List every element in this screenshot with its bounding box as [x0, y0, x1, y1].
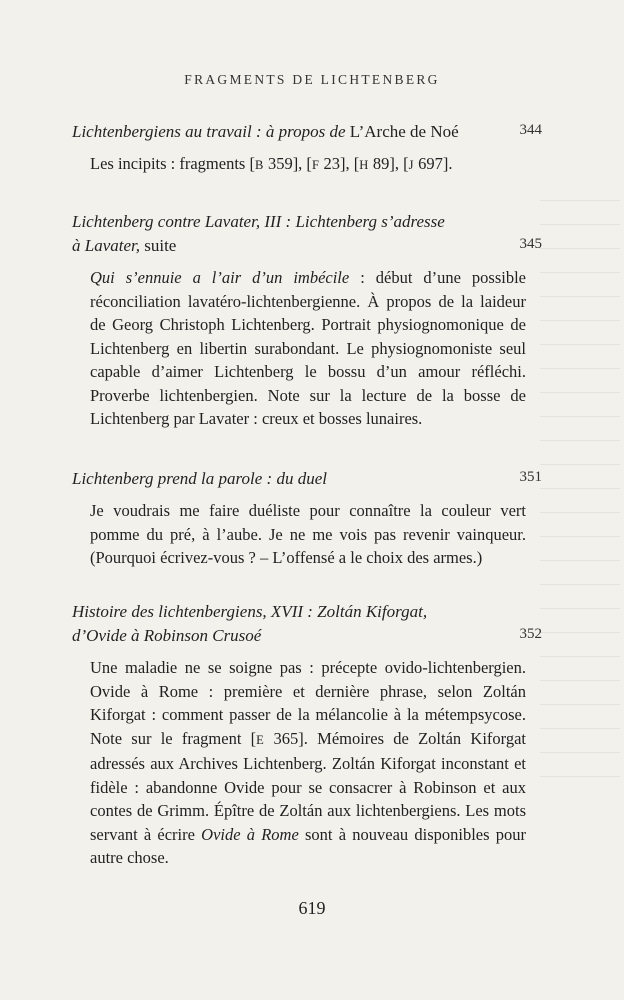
page-number: 619 [298, 898, 326, 918]
italic-phrase: Qui s’ennuie a l’air d’un imbécile [90, 268, 350, 287]
toc-entry [72, 120, 542, 178]
fragment-letter: F [311, 158, 320, 172]
fragment-letter: B [254, 158, 264, 172]
toc-entry [72, 210, 542, 431]
entry-title-italic: Lichtenberg contre Lavater, III : Lichtenberg s’adresse à Lavater, [72, 212, 445, 255]
fragment-letter: J [408, 158, 415, 172]
description-text: Une maladie ne se soigne pas : précepte ovido-lichtenbergien. Ovide à Rome : première et dernière phrase, selon Zoltán Kiforgat : comment passer de la mélancolie à la métempsycose. Note sur le fragment [ [90, 658, 526, 748]
entry-title-italic: Lichtenberg prend la parole : du duel [72, 469, 327, 488]
entry-title [72, 600, 452, 648]
fragment-letter: H [359, 158, 369, 172]
entry-page-number: 352 [519, 626, 542, 642]
entry-title [72, 210, 452, 258]
description-text: [ [249, 154, 255, 173]
description-text: Je voudrais me faire duéliste pour connaître la couleur vert pomme du pré, à l’aube. Je ne me vois pas revenir vainqueur. (Pourquoi écrivez-vous ? – L’offensé a le choix des armes.) [90, 501, 526, 567]
entry-title-roman: suite [140, 236, 177, 255]
toc-entry [72, 600, 542, 870]
description-text: 89], [ [368, 154, 409, 173]
entry-page-number: 344 [519, 122, 542, 138]
description-text: sont à nouveau disponibles pour autre chose. [90, 824, 526, 867]
description-text: 365]. Mémoires de Zoltán Kiforgat adressés aux Archives Lichtenberg. Zoltán Kiforgat inconstant et fidèle : abandonne Ovide pour se consacrer à Robinson et aux contes de Grimm. Épître de Zoltán aux lichtenbergiens. Les mots servant à écrire [90, 728, 527, 844]
entry-description [90, 499, 526, 570]
italic-phrase: Ovide à Rome [201, 824, 299, 844]
description-text: 697]. [414, 154, 453, 173]
running-head: FRAGMENTS DE LICHTENBERG [184, 72, 440, 87]
entry-description [90, 656, 526, 870]
description-text: Les incipits : fragments [90, 154, 250, 173]
fragment-letter: E [256, 732, 265, 747]
entry-title [72, 467, 492, 491]
entry-page-number: 351 [519, 469, 542, 485]
description-text: 359], [ [263, 154, 312, 173]
entry-page-number: 345 [519, 236, 542, 252]
toc-entry [72, 467, 542, 570]
entry-title-roman: L’Arche de Noé [345, 122, 459, 141]
entry-title-italic: Histoire des lichtenbergiens, XVII : Zoltán Kiforgat, d’Ovide à Robinson Crusoé [72, 602, 428, 645]
entry-title [72, 120, 492, 144]
entry-description [90, 152, 526, 178]
description-text: : début d’une possible réconciliation lavatéro-lichtenbergienne. À propos de la laideur de Georg Christoph Lichtenberg. Portrait physiognomonique de Lichtenberg en libertin surabondant. Le physiognomoniste seul capable d’aimer Lichtenberg le bossu d’un amour réfléchi. Proverbe lichtenbergien. Note sur la lecture de la bosse de Lichtenberg par Lavater : creux et bosses lunaires. [90, 268, 526, 428]
entry-description [90, 266, 526, 431]
show-through-text [540, 200, 620, 800]
description-text: 23], [ [319, 154, 360, 173]
entry-title-italic: Lichtenbergiens au travail : à propos de [72, 122, 346, 141]
